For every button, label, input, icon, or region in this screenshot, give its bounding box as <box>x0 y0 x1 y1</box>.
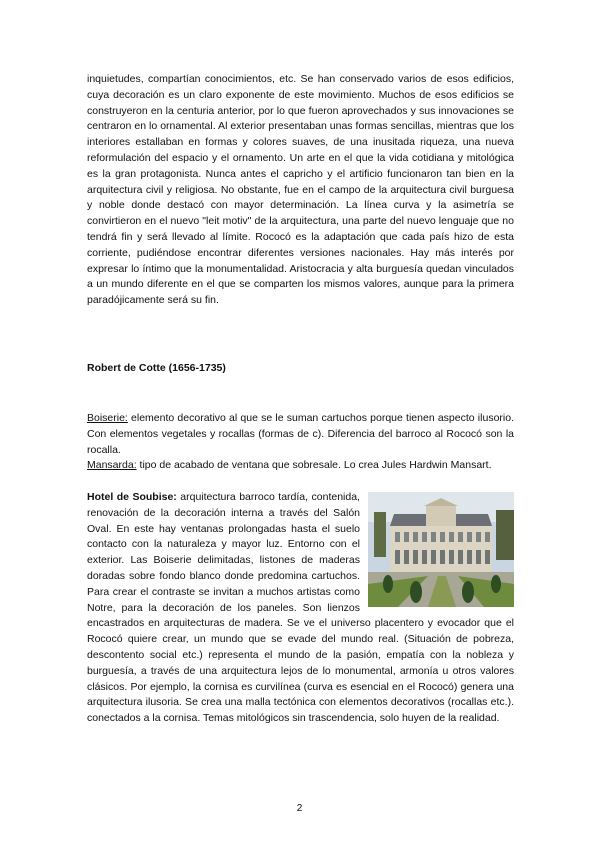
boiserie-definition: elemento decorativo al que se le suman cartuchos porque tienen aspecto ilusorio. Con elementos vegetales y rocallas (formas de c). Diferencia del barroco al Rococó son la rocalla. <box>87 412 514 456</box>
mansarda-term: Mansarda: <box>87 459 137 472</box>
page-number: 2 <box>296 803 303 814</box>
hotel-soubise-title: Hotel de Soubise: <box>87 491 177 503</box>
hotel-soubise-section <box>87 490 514 727</box>
mansarda-definition: tipo de acabado de ventana que sobresale. Lo crea Jules Hardwin Mansart. <box>136 459 492 472</box>
hotel-soubise-text: arquitectura barroco tardía, contenida, renovación de la decoración interna a través del Salón Oval. En este hay ventanas prolongadas hasta el suelo contacto con la naturaleza y mayor luz. Entorno con el exterior. Las Boiserie delimitadas, listones de maderas doradas sobre fondo blanco donde predomina cartuchos. Para crear el contraste se invitan a muchos artistas como Notre, para la decoración de los paneles. Son lienzos encastrados en arquitecturas de madera. Se ve el universo placentero y evocador que el Rococó quiere crear, un mundo que se evade del mundo real. (Situación de pobreza, descontento social etc.) representa el mundo de la pasión, empatía con la nobleza y burguesía, a través de una arquitectura lejos de lo monumental, armonía u otros valores clásicos. Por ejemplo, la cornisa es curvilínea (curva es esencial en el Rococó) genera una arquitectura ilusoria. Se crea una malla tectónica con elementos decorativos (rocallas etc.). conectados a la cornisa. Temas mitológicos sin trascendencia, solo huyen de la realidad. <box>87 491 514 725</box>
intro-paragraph: inquietudes, compartían conocimientos, etc. Se han conservado varios de esos edificios, cuya decoración es un claro exponente de este movimiento. Muchos de esos edificios se construyeron en la centuria anterior, por lo que fueron aprovechados y sus innovaciones se centraron en lo ornamental. Al exterior presentaban unas formas sencillas, mientras que los interiores estallaban en formas y colores suaves, de una inusitada riqueza, una nueva reformulación del espacio y el ornamento. Un arte en el que la vida cotidiana y mitológica es la gran protagonista. Nunca antes el capricho y el artificio funcionaron tan bien en la arquitectura civil y religiosa. No obstante, fue en el campo de la arquitectura civil burguesa y noble donde destacó con mayor determinación. La línea curva y la asimetría se convirtieron en el nuevo "leit motiv" de la arquitectura, una parte del nuevo lenguaje que no tendrá fin y será llevado al límite. Rococó es la adaptación que cada país hizo de esta corriente, pudiéndose encontrar diferentes versiones nacionales. Hay más interés por expresar lo íntimo que la monumentalidad. Aristocracia y alta burguesía quedan vinculados a un mundo diferente en el que se comparten los mismos valores, aunque para la primera paradójicamente será su fin. <box>87 73 514 307</box>
hotel-soubise-photo <box>368 492 514 607</box>
section-heading: Robert de Cotte (1656-1735) <box>87 362 226 374</box>
definitions-paragraph <box>87 411 514 474</box>
boiserie-term: Boiserie: <box>87 412 128 424</box>
